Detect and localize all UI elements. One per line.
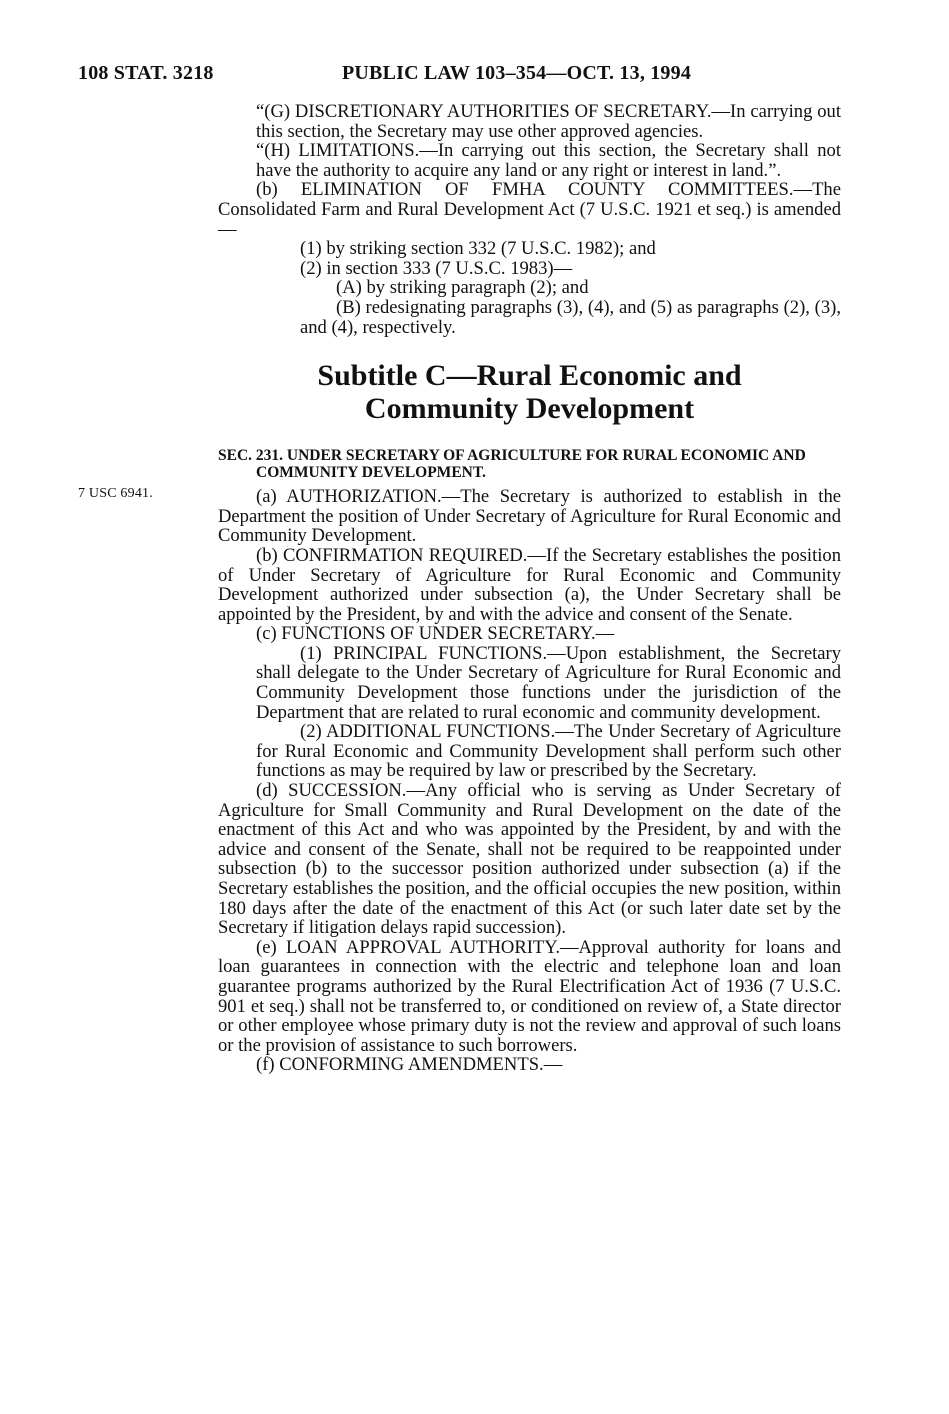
statute-page-number: 108 STAT. 3218	[78, 62, 214, 84]
page-header	[78, 62, 838, 90]
paragraph-h: “(H) LIMITATIONS.—In carrying out this section, the Secretary shall not have the authority to acquire any land or any right or interest in land.”.	[256, 140, 841, 181]
subsection-c: (c) FUNCTIONS OF UNDER SECRETARY.—	[256, 623, 615, 645]
subsection-a: (a) AUTHORIZATION.—The Secretary is authorized to establish in the Department the position of Under Secretary of Agriculture for Rural Economic and Community Development.	[218, 486, 841, 547]
paragraph-g: “(G) DISCRETIONARY AUTHORITIES OF SECRETARY.—In carrying out this section, the Secretary may use other approved agencies.	[256, 101, 841, 142]
subsection-e: (e) LOAN APPROVAL AUTHORITY.—Approval authority for loans and loan guarantees in connection with the electric and telephone loan and loan guarantee programs authorized by the Rural Electrification Act of 1936 (7 U.S.C. 901 et seq.) shall not be transferred to, or conditioned on review of, a State director or other employee whose primary duty is not the review and approval of such loans or the provision of assistance to such borrowers.	[218, 936, 841, 1056]
paragraph-b-1: (1) by striking section 332 (7 U.S.C. 1982); and	[300, 238, 656, 260]
subsection-c-1: (1) PRINCIPAL FUNCTIONS.—Upon establishment, the Secretary shall delegate to the Under Secretary of Agriculture for Rural Economic and Community Development those functions under the jurisdiction of the Department that are related to rural economic and community development.	[256, 642, 841, 723]
subtitle-line-1: Subtitle C—Rural Economic and	[317, 359, 742, 393]
paragraph-b-fmha: (b) ELIMINATION OF FMHA COUNTY COMMITTEES.—The Consolidated Farm and Rural Development Act (7 U.S.C. 1921 et seq.) is amended—	[218, 179, 841, 240]
subsection-c-2: (2) ADDITIONAL FUNCTIONS.—The Under Secretary of Agriculture for Rural Economic and Community Development shall perform such other functions as may be required by law or prescribed by the Secretary.	[256, 721, 841, 782]
paragraph-b-2-a: (A) by striking paragraph (2); and	[336, 277, 589, 299]
public-law-citation: PUBLIC LAW 103–354—OCT. 13, 1994	[342, 62, 692, 84]
document-body	[218, 102, 841, 1075]
subtitle-heading	[218, 359, 841, 425]
paragraph-b-2: (2) in section 333 (7 U.S.C. 1983)—	[300, 257, 573, 279]
subtitle-line-2: Community Development	[364, 392, 695, 426]
section-heading: SEC. 231. UNDER SECRETARY OF AGRICULTURE FOR RURAL ECONOMIC AND COMMUNITY DEVELOPMENT.	[218, 447, 806, 482]
subsection-d: (d) SUCCESSION.—Any official who is serving as Under Secretary of Agriculture for Small Community and Rural Development on the date of the enactment of this Act and who was appointed by the President, by and with the advice and consent of the Senate, shall not be required to be reappointed under subsection (b) to the successor position authorized under subsection (a) if the Secretary establishes the position, and the official occupies the new position, within 180 days after the date of the enactment of this Act (or such later date set by the Secretary if litigation delays rapid succession).	[218, 780, 841, 939]
margin-citation: 7 USC 6941.	[78, 486, 153, 501]
subsection-b: (b) CONFIRMATION REQUIRED.—If the Secretary establishes the position of Under Secretary of Agriculture for Rural Economic and Community Development authorized under subsection (a), the Under Secretary shall be appointed by the President, by and with the advice and consent of the Senate.	[218, 544, 841, 625]
paragraph-b-2-b: (B) redesignating paragraphs (3), (4), and (5) as paragraphs (2), (3), and (4), respectively.	[300, 296, 841, 338]
subsection-f: (f) CONFORMING AMENDMENTS.—	[256, 1054, 563, 1076]
